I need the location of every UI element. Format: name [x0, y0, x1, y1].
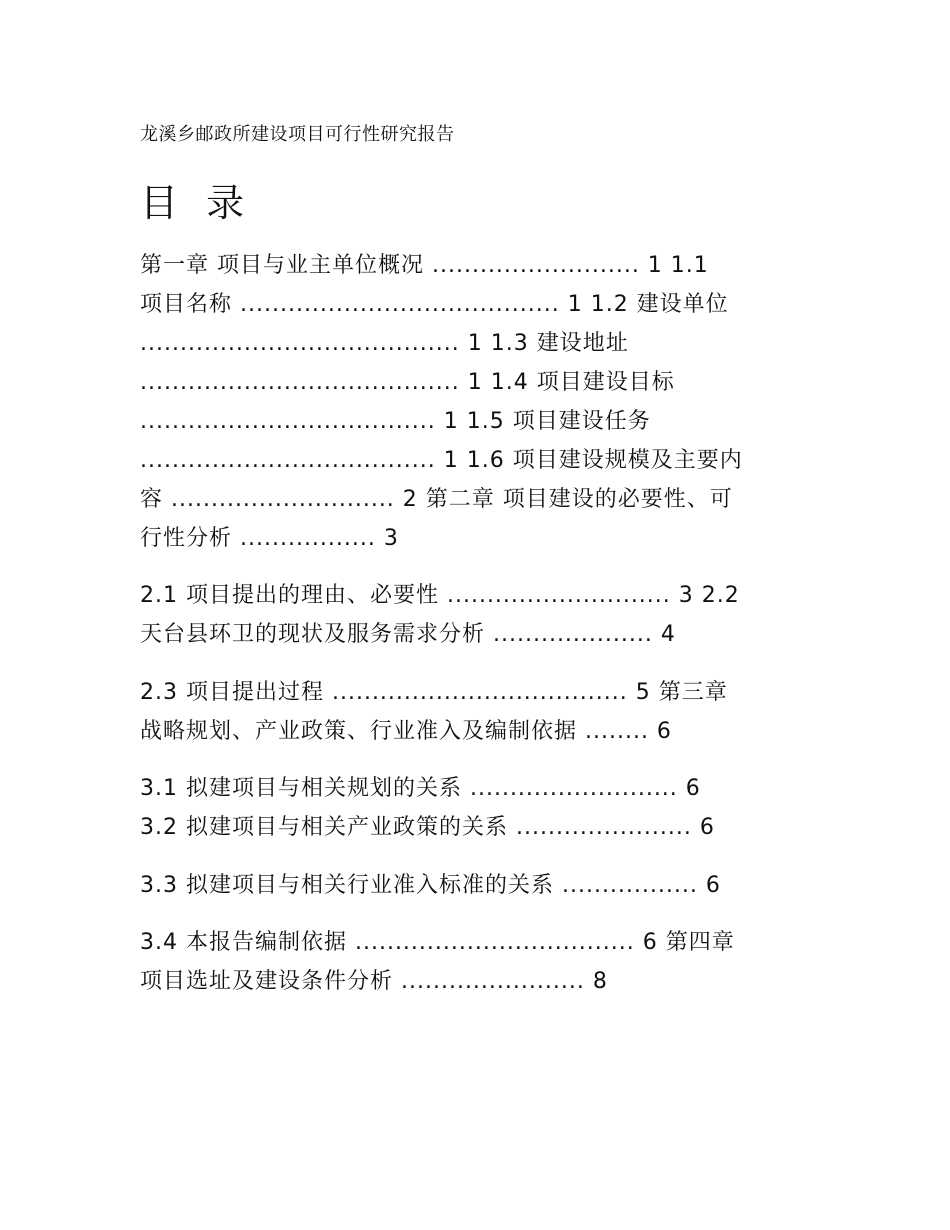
toc-line: 第一章 项目与业主单位概况 .......................... 1 1.1: [140, 253, 709, 278]
toc-line: 行性分析 ................. 3: [140, 526, 399, 551]
toc-heading: 目 录: [140, 181, 253, 225]
toc-line: ..................................... 1 1.6 项目建设规模及主要内: [140, 448, 743, 473]
toc-line: 3.2 拟建项目与相关产业政策的关系 ...................... 6: [140, 815, 715, 840]
toc-line: 项目名称 ........................................ 1 1.2 建设单位: [140, 292, 729, 317]
toc-line: ........................................ 1 1.4 项目建设目标: [140, 370, 675, 395]
toc-line: 3.3 拟建项目与相关行业准入标准的关系 ................. 6: [140, 873, 721, 898]
document-header: 龙溪乡邮政所建设项目可行性研究报告: [140, 124, 455, 145]
toc-line: 天台县环卫的现状及服务需求分析 .................... 4: [140, 622, 676, 647]
toc-line: ..................................... 1 1.5 项目建设任务: [140, 409, 651, 434]
toc-line: 项目选址及建设条件分析 ....................... 8: [140, 969, 608, 994]
toc-line: 战略规划、产业政策、行业准入及编制依据 ........ 6: [140, 719, 672, 744]
toc-line: ........................................ 1 1.3 建设地址: [140, 331, 629, 356]
toc-line: 2.1 项目提出的理由、必要性 ............................ 3 2.2: [140, 583, 740, 608]
toc-line: 3.1 拟建项目与相关规划的关系 .......................... 6: [140, 776, 701, 801]
toc-line: 2.3 项目提出过程 ..................................... 5 第三章: [140, 680, 728, 705]
toc-line: 3.4 本报告编制依据 ................................... 6 第四章: [140, 930, 735, 955]
toc-line: 容 ............................ 2 第二章 项目建设的必要性、可: [140, 487, 733, 512]
